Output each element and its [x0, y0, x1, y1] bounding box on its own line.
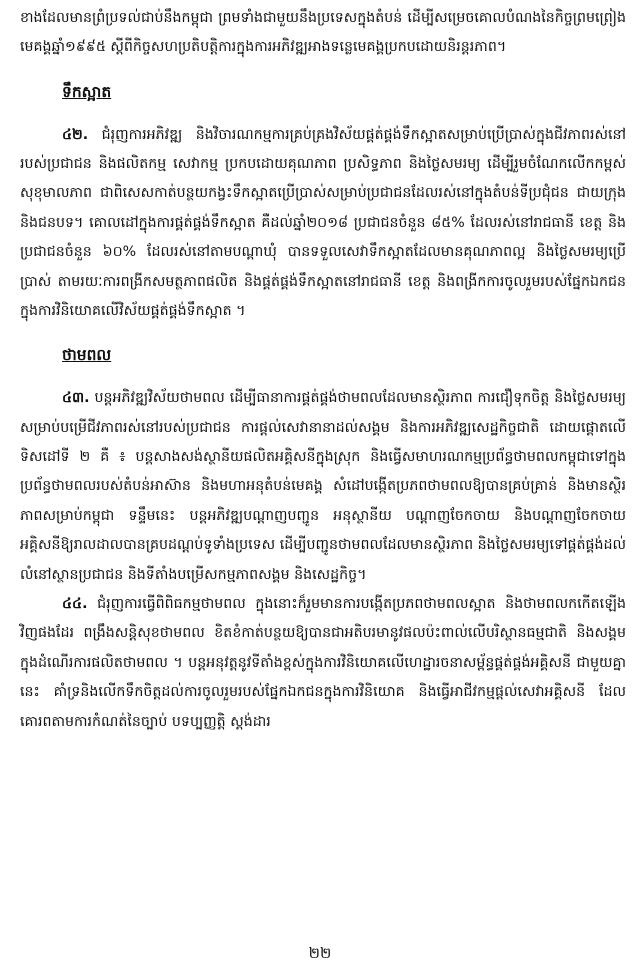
paragraph-43: [20, 384, 626, 590]
paragraph-number: ៤៣.: [62, 390, 90, 407]
paragraph-text: ជំរុញការធ្វើពិពិធកម្មថាមពល ក្នុងនោះក៏រួមមានការបង្កើតប្រភពថាមពលស្អាត និងថាមពលកកើតឡើងវិញផងដែរ ពង្រឹងសន្តិសុខថាមពល ខិតខំកាត់បន្ថយឱ្យបានជាអតិបរមានូវផលប៉ះពាល់លើបរិស្ថានធម្មជាតិ និងសង្គមក្នុងដំណើរការផលិតថាមពល ។ បន្តអនុវត្តនូវទីតាំងខ្ពស់ក្នុងការវិនិយោគលើហេដ្ឋារចនាសម្ព័ន្ធផ្គត់ផ្គង់អគ្គិសនី ជាមួយគ្នានេះ គាំទ្រនិងលើកទឹកចិត្តដល់ការចូលរួមរបស់ផ្នែកឯកជនក្នុងការវិនិយោគ និងធ្វើអាជីវកម្មផ្ដល់សេវាអគ្គិសនី ដែលគោរពតាមការកំណត់នៃច្បាប់ បទប្បញ្ញត្តិ ស្ដង់ដារ: [20, 595, 626, 730]
section-heading-energy: ថាមពល: [62, 346, 112, 365]
section-heading-clean-water: ទឹកស្អាត: [62, 82, 112, 101]
paragraph-44: [20, 590, 626, 737]
paragraph-text: បន្តអភិវឌ្ឍវិស័យថាមពល ដើម្បីធានាការផ្គត់ផ្គង់ថាមពលដែលមានស្ថិរភាព ការជឿទុកចិត្ត និងថ្លៃសមរម្យ សម្រាប់បម្រើជីវភាពរស់នៅរបស់ប្រជាជន ការផ្ដល់សេវានានាដល់សង្គម និងការអភិវឌ្ឍសេដ្ឋកិច្ចជាតិ ដោយផ្ដោតលើទិសដៅទី ២ គឺ ៖ បន្តសាងសង់ស្ថានីយផលិតអគ្គិសនីក្នុងស្រុក និងធ្វើសមាហរណកម្មប្រព័ន្ធថាមពលកម្ពុជាទៅក្នុងប្រព័ន្ធថាមពលរបស់តំបន់អាស៊ាន និងមហាអនុតំបន់មេគង្គ សំដៅបង្កើតប្រភពថាមពលឱ្យបានគ្រប់គ្រាន់ និងមានស្ថិរភាពសម្រាប់កម្ពុជា ទន្ទឹមនេះ បន្តអភិវឌ្ឍបណ្ដាញបញ្ជូន អនុស្ថានីយ បណ្ដាញចែកចាយ និងបណ្ដាញចែកចាយអគ្គិសនីឱ្យរាលដាលបានគ្របដណ្ដប់ទូទាំងប្រទេស ដើម្បីបញ្ជូនថាមពលដែលមានស្ថិរភាព និងថ្លៃសមរម្យទៅផ្គត់ផ្គង់ដល់លំនៅស្ថានប្រជាជន និងទីតាំងបម្រើសកម្មភាពសង្គម និងសេដ្ឋកិច្ច។: [20, 390, 626, 583]
paragraph-number: ៤២.: [62, 126, 89, 143]
page-number: ២២: [308, 944, 332, 962]
paragraph-text: ជំរុញការអភិវឌ្ឍ និងវិចារណកម្មការគ្រប់គ្រងវិស័យផ្គត់ផ្គង់ទឹកស្អាតសម្រាប់ប្រើប្រាស់ក្នុងជីវភាពរស់នៅរបស់ប្រជាជន និងផលិតកម្ម សេវាកម្ម ប្រកបដោយគុណភាព ប្រសិទ្ធភាព និងថ្លៃសមរម្យ ដើម្បីរួមចំណែកលើកកម្ពស់សុខុមាលភាព ជាពិសេសកាត់បន្ថយកង្វះទឹកស្អាតប្រើប្រាស់សម្រាប់ប្រជាជនដែលរស់នៅក្នុងតំបន់ទីប្រជុំជន ជាយក្រុង និងជនបទ។ គោលដៅក្នុងការផ្គត់ផ្គង់ទឹកស្អាត គឺដល់ឆ្នាំ២០១៨ ប្រជាជនចំនួន ៨៥% ដែលរស់នៅរាជធានី ខេត្ត និងប្រជាជនចំនួន ៦០% ដែលរស់នៅតាមបណ្ដាឃុំ បានទទួលសេវាទឹកស្អាតដែលមានគុណភាពល្អ និងថ្លៃសមរម្យប្រើប្រាស់ តាមរយៈការពង្រីកសមត្ថភាពផលិត និងផ្គត់ផ្គង់ទឹកស្អាតនៅរាជធានី ខេត្ត និងពង្រីកការចូលរួមរបស់ផ្នែកឯកជនក្នុងការវិនិយោគលើវិស័យផ្គត់ផ្គង់ទឹកស្អាត ។: [20, 126, 626, 319]
paragraph-number: ៤៤.: [62, 595, 88, 612]
paragraph-42: [20, 121, 626, 327]
intro-paragraph: ខាងដែលមានព្រំប្រទល់ជាប់នឹងកម្ពុជា ព្រមទាំងជាមួយនឹងប្រទេសក្នុងតំបន់ ដើម្បីសម្រេចគោលបំណងនៃកិច្ចព្រមព្រៀងមេគង្គឆ្នាំ១៩៩៥ ស្ដីពីកិច្ចសហប្រតិបត្តិការក្នុងការអភិវឌ្ឍអាងទន្លេមេគង្គប្រកបដោយនិរន្តរភាព។: [20, 10, 626, 56]
